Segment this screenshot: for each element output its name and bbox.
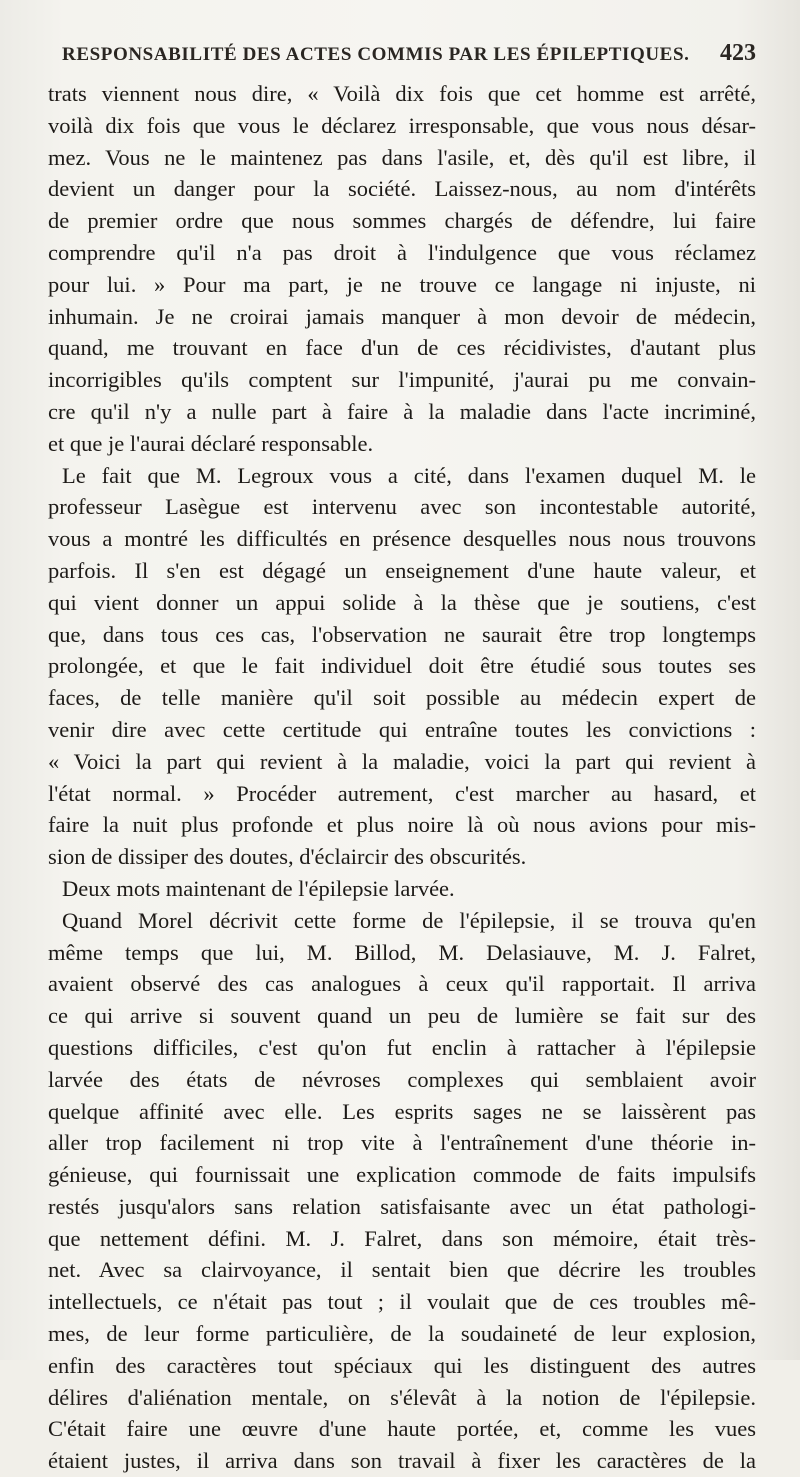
text-line: net. Avec sa clairvoyance, il sentait bien que décrire les troubles [48, 1257, 756, 1283]
text-line: que, dans tous ces cas, l'observation ne saurait être trop longtemps [48, 621, 756, 647]
text-line: prolongée, et que le fait individuel doit être étudié sous toutes ses [48, 653, 756, 679]
body-text [48, 78, 756, 1477]
text-line: sion de dissiper des doutes, d'éclaircir des obscurités. [48, 844, 527, 870]
text-line: étaient justes, il arriva dans son travail à fixer les caractères de la [48, 1448, 756, 1474]
paragraph-start-line: Le fait que M. Legroux vous a cité, dans l'examen duquel M. le [62, 462, 756, 488]
page-header [62, 40, 756, 74]
text-line: restés jusqu'alors sans relation satisfaisante avec un état pathologi- [48, 1193, 756, 1219]
text-line: ce qui arrive si souvent quand un peu de lumière se fait sur des [48, 1003, 756, 1029]
text-line: professeur Lasègue est intervenu avec son incontestable autorité, [48, 494, 756, 520]
text-line: intellectuels, ce n'était pas tout ; il voulait que de ces troubles mê- [48, 1289, 756, 1315]
text-line: l'état normal. » Procéder autrement, c'est marcher au hasard, et [48, 780, 756, 806]
text-line: venir dire avec cette certitude qui entraîne toutes les convictions : [48, 716, 756, 742]
text-line: même temps que lui, M. Billod, M. Delasiauve, M. J. Falret, [48, 939, 756, 965]
text-line: qui vient donner un appui solide à la thèse que je soutiens, c'est [48, 589, 756, 615]
text-line: comprendre qu'il n'a pas droit à l'indulgence que vous réclamez [48, 239, 756, 265]
text-line: « Voici la part qui revient à la maladie, voici la part qui revient à [48, 748, 756, 774]
text-line: larvée des états de névroses complexes qui semblaient avoir [48, 1066, 756, 1092]
text-line: mes, de leur forme particulière, de la soudaineté de leur explosion, [48, 1321, 756, 1347]
text-line: vous a montré les difficultés en présence desquelles nous nous trouvons [48, 526, 756, 552]
text-line: faces, de telle manière qu'il soit possible au médecin expert de [48, 685, 756, 711]
text-line: trats viennent nous dire, « Voilà dix fois que cet homme est arrêté, [48, 81, 756, 106]
text-line: inhumain. Je ne croirai jamais manquer à mon devoir de médecin, [48, 303, 756, 329]
text-line: délires d'aliénation mentale, on s'élevât à la notion de l'épilepsie. [48, 1384, 756, 1410]
text-line: devient un danger pour la société. Laissez-nous, au nom d'intérêts [48, 176, 756, 202]
text-line: parfois. Il s'en est dégagé un enseignement d'une haute valeur, et [48, 557, 756, 583]
paragraph-start-line: Deux mots maintenant de l'épilepsie larvée. [62, 875, 455, 901]
text-line: pour lui. » Pour ma part, je ne trouve ce langage ni injuste, ni [48, 271, 756, 297]
text-line: génieuse, qui fournissait une explication commode de faits impulsifs [48, 1162, 756, 1188]
paragraph-start-line: Quand Morel décrivit cette forme de l'épilepsie, il se trouva qu'en [62, 907, 756, 933]
text-line: aller trop facilement ni trop vite à l'entraînement d'une théorie in- [48, 1130, 756, 1156]
text-line: enfin des caractères tout spéciaux qui les distinguent des autres [48, 1352, 756, 1378]
text-line: et que je l'aurai déclaré responsable. [48, 430, 374, 456]
text-line: quelque affinité avec elle. Les esprits sages ne se laissèrent pas [48, 1098, 756, 1124]
text-line: incorrigibles qu'ils comptent sur l'impunité, j'aurai pu me convain- [48, 367, 756, 393]
text-line: quand, me trouvant en face d'un de ces récidivistes, d'autant plus [48, 335, 756, 361]
text-line: faire la nuit plus profonde et plus noire là où nous avions pour mis- [48, 812, 756, 838]
text-line: avaient observé des cas analogues à ceux qu'il rapportait. Il arriva [48, 971, 756, 997]
text-line: mez. Vous ne le maintenez pas dans l'asile, et, dès qu'il est libre, il [48, 144, 756, 170]
text-line: questions difficiles, c'est qu'on fut enclin à rattacher à l'épilepsie [48, 1034, 756, 1060]
text-line: de premier ordre que nous sommes chargés de défendre, lui faire [48, 208, 756, 234]
page-number: 423 [720, 40, 756, 66]
text-line: voilà dix fois que vous le déclarez irresponsable, que vous nous désar- [48, 112, 756, 138]
running-head: RESPONSABILITÉ DES ACTES COMMIS PAR LES ÉPILEPTIQUES. [62, 44, 690, 65]
text-line: cre qu'il n'y a nulle part à faire à la maladie dans l'acte incriminé, [48, 398, 756, 424]
text-line: que nettement défini. M. J. Falret, dans son mémoire, était très- [48, 1225, 756, 1251]
text-line: C'était faire une œuvre d'une haute portée, et, comme les vues [48, 1416, 756, 1442]
